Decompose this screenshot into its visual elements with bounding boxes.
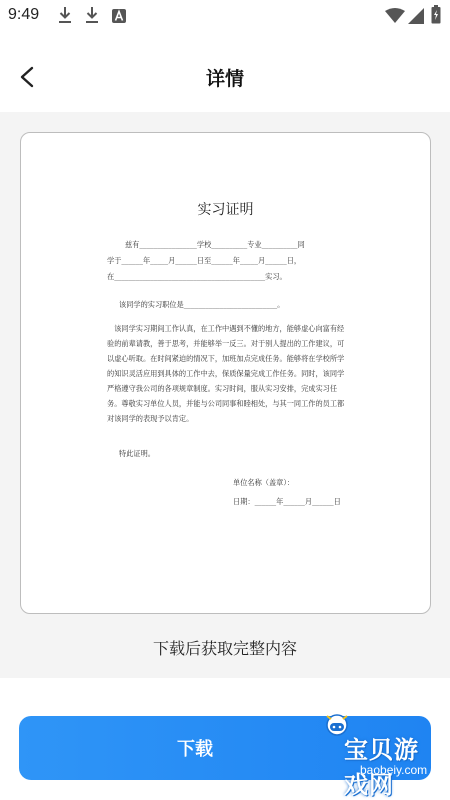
watermark-text: 宝贝游戏网 bbox=[344, 736, 419, 799]
preview-caption: 下载后获取完整内容 bbox=[152, 639, 297, 658]
document-unit-name: 单位名称（盖章）： bbox=[233, 478, 295, 487]
watermark-logo bbox=[300, 710, 440, 799]
watermark-url: baobeiy.com bbox=[360, 763, 428, 777]
document-title: 实习证明 bbox=[197, 202, 254, 218]
wifi-icon bbox=[385, 8, 405, 28]
status-time: 9:49 bbox=[8, 6, 40, 23]
app-notification-icon bbox=[112, 8, 126, 27]
app-header bbox=[0, 40, 450, 112]
document-date: 日期：______年______月______日 bbox=[233, 497, 341, 506]
document-preview-card[interactable] bbox=[20, 132, 431, 614]
document-line: 该同学的实习职位是__________________________。 bbox=[119, 300, 285, 309]
document-closing: 特此证明。 bbox=[119, 449, 155, 458]
battery-icon bbox=[431, 5, 441, 28]
page-title: 详情 bbox=[205, 68, 244, 90]
document-line: 学于______年_____月______日至______年_____月______日， bbox=[107, 256, 302, 265]
document-line: 在__________________________________________实习。 bbox=[107, 272, 287, 281]
status-bar bbox=[0, 0, 450, 32]
signal-icon bbox=[408, 8, 424, 28]
document-line: 兹有________________学校__________专业__________同 bbox=[125, 240, 305, 249]
document-preview-area bbox=[0, 112, 450, 678]
download-notification-icon bbox=[85, 6, 99, 28]
download-notification-icon bbox=[58, 6, 72, 28]
download-button-label: 下载 bbox=[177, 739, 213, 760]
document-body: 该同学实习期间工作认真，在工作中遇到不懂的地方，能够虚心向富有经验的前辈请教，善于思考，并能够举一反三。对于别人提出的工作建议，可以虚心听取。在时间紧迫的情况下，加班加点完成任务。能够将在学校所学的知识灵活应用到具体的工作中去，保质保量完成工作任务。同时，该同学严格遵守我公司的各项规章制度。实习时间，服从实习安排，完成实习任务。尊敬实习单位人员，并能与公司同事和睦相处，与其一同工作的员工都对该同学的表现予以肯定。 bbox=[107, 324, 345, 423]
